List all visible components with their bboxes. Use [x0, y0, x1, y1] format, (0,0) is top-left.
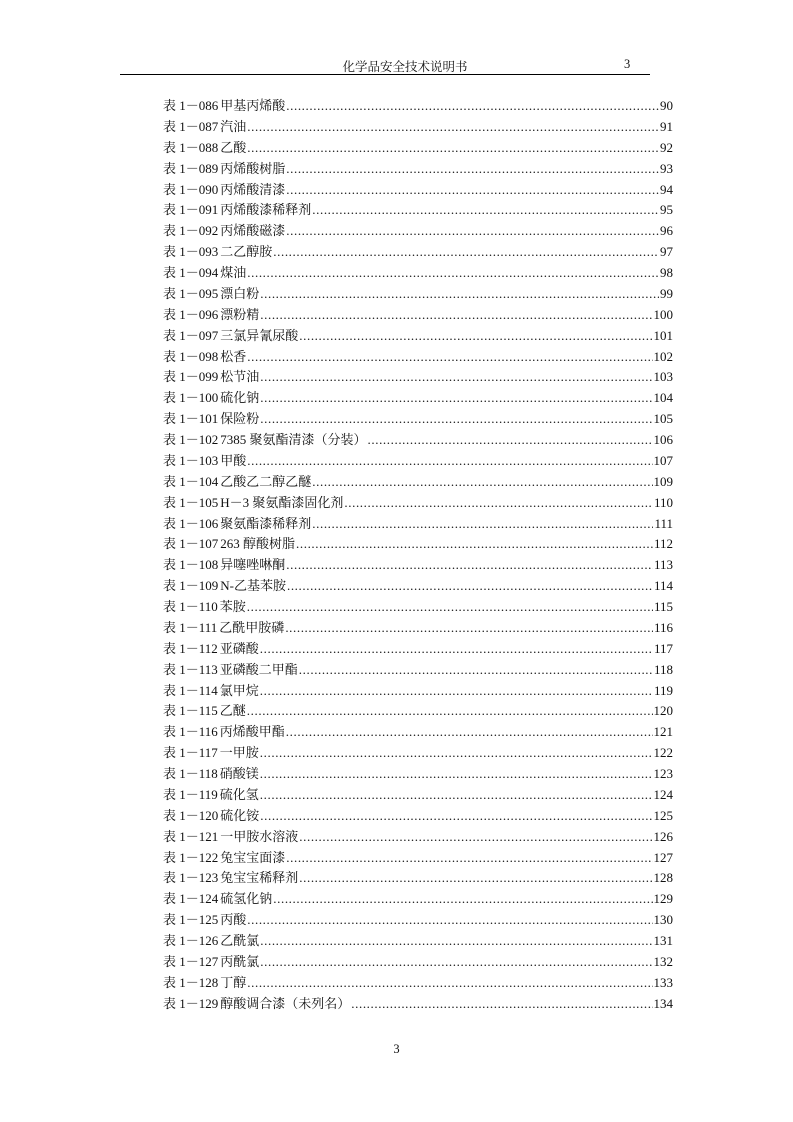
toc-dot-leader	[299, 827, 652, 848]
toc-entry-code: 表 1－090	[163, 181, 219, 197]
toc-entry-title: 一甲胺	[219, 745, 259, 761]
toc-entry-code: 表 1－127	[163, 953, 219, 969]
toc-entry-title: 三氯异氰尿酸	[220, 327, 299, 343]
toc-entry-code: 表 1－095	[163, 285, 219, 301]
toc-entry-title: 保险粉	[220, 411, 260, 427]
toc-entry-code: 表 1－108	[163, 557, 219, 573]
toc-dot-leader	[260, 764, 653, 785]
footer-page-number: 3	[393, 1042, 400, 1056]
toc-dot-leader	[286, 96, 659, 117]
toc-dot-leader	[260, 367, 652, 388]
toc-entry-code: 表 1－104	[163, 473, 219, 489]
toc-entry-page: 112	[653, 536, 673, 552]
toc-entry[interactable]	[163, 597, 673, 618]
toc-entry[interactable]	[163, 263, 673, 284]
toc-entry-title: 硫氢化钠	[220, 891, 273, 907]
toc-entry-code: 表 1－102	[163, 432, 219, 447]
toc-entry[interactable]	[163, 514, 673, 535]
toc-entry-page: 104	[653, 390, 673, 406]
toc-entry-page: 110	[653, 494, 673, 510]
toc-dot-leader	[247, 263, 659, 284]
toc-entry-title: 兔宝宝稀释剂	[220, 870, 299, 886]
toc-dot-leader	[286, 722, 653, 743]
toc-entry[interactable]	[163, 952, 673, 973]
toc-entry[interactable]	[163, 451, 673, 472]
toc-entry-code: 表 1－106	[163, 515, 219, 531]
toc-entry[interactable]	[163, 868, 673, 889]
toc-entry-page: 128	[653, 870, 673, 886]
toc-dot-leader	[286, 180, 659, 201]
toc-entry-title: 亚磷酸	[219, 640, 259, 656]
toc-entry-page: 133	[653, 974, 673, 990]
toc-entry[interactable]	[163, 576, 673, 597]
toc-entry-title: 亚磷酸二甲酯	[219, 661, 298, 677]
toc-entry-page: 99	[660, 285, 673, 301]
toc-entry-page: 115	[653, 599, 673, 614]
toc-dot-leader	[247, 701, 653, 722]
toc-dot-leader	[260, 409, 652, 430]
toc-entry-title: 丙烯酸树脂	[220, 160, 286, 176]
toc-entry-page: 117	[653, 640, 673, 656]
toc-entry-title: 263 醇酸树脂	[220, 536, 296, 552]
toc-entry-code: 表 1－099	[163, 369, 219, 385]
toc-entry[interactable]	[163, 430, 673, 451]
toc-entry[interactable]	[163, 117, 673, 138]
toc-entry-page: 103	[653, 369, 673, 385]
toc-entry[interactable]	[163, 701, 673, 722]
toc-entry[interactable]	[163, 284, 673, 305]
toc-entry-code: 表 1－117	[163, 745, 218, 761]
toc-entry[interactable]	[163, 848, 673, 869]
toc-dot-leader	[260, 639, 653, 660]
toc-entry-title: 松节油	[220, 369, 260, 385]
toc-entry-code: 表 1－087	[163, 118, 219, 134]
toc-entry[interactable]	[163, 555, 673, 576]
toc-entry-title: 丙烯酸磁漆	[220, 223, 286, 239]
toc-entry-page: 126	[653, 828, 673, 844]
toc-entry-code: 表 1－089	[163, 160, 219, 176]
toc-entry-page: 107	[653, 452, 673, 468]
toc-entry-code: 表 1－098	[163, 348, 219, 364]
toc-dot-leader	[247, 597, 653, 618]
toc-dot-leader	[273, 889, 652, 910]
toc-entry-page: 106	[653, 432, 673, 447]
toc-entry-title: 醇酸调合漆（未列名）	[220, 995, 351, 1011]
toc-entry-page: 95	[660, 202, 673, 218]
toc-entry-title: 煤油	[220, 265, 247, 280]
toc-entry-page: 131	[653, 933, 673, 948]
toc-entry-title: 聚氨酯漆稀释剂	[220, 515, 312, 531]
toc-entry-code: 表 1－113	[163, 661, 218, 677]
toc-entry-code: 表 1－112	[163, 640, 218, 656]
toc-entry[interactable]	[163, 180, 673, 201]
toc-entry-code: 表 1－110	[163, 599, 218, 614]
toc-entry[interactable]	[163, 326, 673, 347]
toc-entry-code: 表 1－118	[163, 766, 218, 781]
toc-dot-leader	[247, 910, 652, 931]
toc-entry[interactable]	[163, 764, 673, 785]
toc-dot-leader	[351, 994, 652, 1015]
toc-entry-page: 125	[653, 807, 673, 823]
toc-entry-title: 丙酸	[220, 912, 247, 928]
toc-dot-leader	[286, 221, 659, 242]
toc-entry-page: 109	[653, 473, 673, 489]
toc-entry-title: 乙酸乙二醇乙醚	[220, 473, 312, 489]
toc-dot-leader	[260, 681, 653, 702]
toc-entry-title: 7385 聚氨酯清漆（分装）	[220, 432, 367, 447]
toc-dot-leader	[247, 451, 652, 472]
toc-entry[interactable]	[163, 889, 673, 910]
toc-dot-leader	[260, 806, 652, 827]
toc-entry-title: 硝酸镁	[219, 766, 259, 781]
toc-dot-leader	[299, 660, 653, 681]
toc-dot-leader	[247, 117, 659, 138]
toc-entry-page: 119	[653, 682, 673, 698]
toc-dot-leader	[312, 200, 659, 221]
toc-entry-title: 丙酰氯	[220, 953, 260, 969]
header-title: 化学品安全技术说明书	[342, 60, 468, 74]
toc-entry[interactable]	[163, 910, 673, 931]
toc-entry[interactable]	[163, 743, 673, 764]
toc-entry-page: 102	[653, 348, 673, 364]
toc-entry-title: 乙醚	[219, 703, 246, 719]
toc-entry[interactable]	[163, 973, 673, 994]
toc-entry-code: 表 1－105	[163, 494, 219, 510]
toc-entry[interactable]	[163, 138, 673, 159]
toc-dot-leader	[312, 472, 652, 493]
toc-entry-page: 91	[660, 118, 673, 134]
toc-entry-page: 120	[653, 703, 673, 719]
toc-entry-page: 132	[653, 953, 673, 969]
toc-entry[interactable]	[163, 931, 673, 952]
toc-entry[interactable]	[163, 618, 673, 639]
toc-entry[interactable]	[163, 806, 673, 827]
toc-entry[interactable]	[163, 96, 673, 117]
toc-entry-code: 表 1－116	[163, 724, 218, 740]
toc-entry-page: 92	[660, 139, 673, 155]
toc-entry-title: 硫化氢	[219, 786, 259, 802]
toc-entry-code: 表 1－093	[163, 244, 219, 260]
toc-entry-page: 111	[654, 515, 673, 531]
toc-entry[interactable]	[163, 681, 673, 702]
header-page-number: 3	[624, 57, 631, 71]
toc-dot-leader	[260, 743, 653, 764]
toc-entry-title: 甲基丙烯酸	[220, 98, 286, 113]
toc-entry-title: 丙烯酸甲酯	[219, 724, 285, 740]
toc-entry-page: 124	[653, 786, 673, 802]
toc-entry[interactable]	[163, 221, 673, 242]
toc-entry-code: 表 1－114	[163, 682, 218, 698]
toc-entry-title: 兔宝宝面漆	[220, 849, 286, 865]
toc-dot-leader	[296, 534, 653, 555]
toc-entry-page: 98	[660, 265, 673, 280]
toc-entry-page: 114	[653, 578, 673, 594]
toc-entry-page: 123	[653, 766, 673, 781]
toc-entry-page: 100	[653, 306, 673, 322]
toc-entry-title: 一甲胺水溶液	[220, 828, 299, 844]
toc-entry-title: 漂粉精	[220, 306, 260, 322]
toc-dot-leader	[260, 952, 652, 973]
toc-dot-leader	[287, 576, 653, 597]
toc-dot-leader	[273, 242, 659, 263]
toc-entry-code: 表 1－111	[163, 619, 218, 635]
toc-entry[interactable]	[163, 660, 673, 681]
toc-entry-title: N-乙基苯胺	[220, 578, 286, 594]
toc-entry-code: 表 1－101	[163, 411, 219, 427]
toc-entry[interactable]	[163, 534, 673, 555]
toc-entry-page: 122	[653, 745, 673, 761]
toc-entry-code: 表 1－128	[163, 974, 219, 990]
toc-dot-leader	[260, 785, 653, 806]
toc-dot-leader	[247, 973, 652, 994]
toc-entry-page: 130	[653, 912, 673, 928]
toc-dot-leader	[286, 555, 653, 576]
toc-entry-page: 127	[653, 849, 673, 865]
toc-entry[interactable]	[163, 785, 673, 806]
toc-entry-page: 116	[653, 619, 673, 635]
toc-entry-page: 94	[660, 181, 673, 197]
toc-entry-page: 93	[660, 160, 673, 176]
toc-entry-title: 乙酰甲胺磷	[219, 619, 285, 635]
toc-dot-leader	[344, 493, 653, 514]
toc-entry-code: 表 1－092	[163, 223, 219, 239]
toc-entry-code: 表 1－096	[163, 306, 219, 322]
toc-entry-code: 表 1－119	[163, 786, 218, 802]
toc-entry-code: 表 1－126	[163, 933, 219, 948]
toc-entry-title: 二乙醇胺	[220, 244, 273, 260]
toc-dot-leader	[247, 138, 659, 159]
toc-entry-title: 乙酸	[220, 139, 247, 155]
toc-entry-code: 表 1－086	[163, 98, 219, 113]
toc-entry-title: 汽油	[220, 118, 247, 134]
toc-dot-leader	[260, 305, 652, 326]
toc-entry-code: 表 1－123	[163, 870, 219, 886]
toc-dot-leader	[286, 159, 659, 180]
toc-entry-code: 表 1－094	[163, 265, 219, 280]
toc-entry-code: 表 1－103	[163, 452, 219, 468]
toc-dot-leader	[260, 931, 652, 952]
header-rule	[120, 74, 650, 75]
toc-entry[interactable]	[163, 305, 673, 326]
toc-entry-title: 漂白粉	[220, 285, 260, 301]
toc-entry-title: 松香	[220, 348, 247, 364]
toc-dot-leader	[260, 388, 652, 409]
table-of-contents	[163, 96, 673, 1015]
toc-entry-title: 硫化钠	[220, 390, 260, 406]
toc-entry-page: 97	[660, 244, 673, 260]
toc-entry-code: 表 1－115	[163, 703, 218, 719]
toc-entry-page: 134	[653, 995, 673, 1011]
toc-entry-page: 101	[653, 327, 673, 343]
toc-entry-title: 氯甲烷	[219, 682, 259, 698]
toc-dot-leader	[260, 284, 659, 305]
toc-entry[interactable]	[163, 472, 673, 493]
toc-entry-code: 表 1－109	[163, 578, 219, 594]
toc-entry[interactable]	[163, 639, 673, 660]
toc-entry[interactable]	[163, 994, 673, 1015]
toc-entry-page: 105	[653, 411, 673, 427]
toc-dot-leader	[285, 618, 653, 639]
toc-dot-leader	[299, 868, 652, 889]
toc-entry-code: 表 1－088	[163, 139, 219, 155]
toc-dot-leader	[286, 848, 652, 869]
toc-dot-leader	[368, 430, 653, 451]
toc-entry[interactable]	[163, 722, 673, 743]
toc-entry[interactable]	[163, 388, 673, 409]
toc-dot-leader	[299, 326, 652, 347]
toc-entry-page: 113	[653, 557, 673, 573]
toc-entry[interactable]	[163, 242, 673, 263]
toc-dot-leader	[247, 347, 652, 368]
toc-entry-title: 乙酰氯	[220, 933, 260, 948]
toc-entry-page: 90	[660, 98, 673, 113]
toc-entry-page: 96	[660, 223, 673, 239]
toc-entry[interactable]	[163, 827, 673, 848]
toc-entry-code: 表 1－097	[163, 327, 219, 343]
toc-entry-title: 异噻唑啉酮	[220, 557, 286, 573]
toc-entry-code: 表 1－100	[163, 390, 219, 406]
toc-entry-code: 表 1－121	[163, 828, 219, 844]
toc-dot-leader	[312, 514, 653, 535]
toc-entry-title: H－3 聚氨酯漆固化剂	[220, 494, 344, 510]
toc-entry[interactable]	[163, 200, 673, 221]
toc-entry-title: 硫化铵	[220, 807, 260, 823]
toc-entry[interactable]	[163, 493, 673, 514]
toc-entry-code: 表 1－122	[163, 849, 219, 865]
toc-entry-title: 甲酸	[220, 452, 247, 468]
toc-entry-title: 苯胺	[219, 599, 246, 614]
toc-entry-code: 表 1－107	[163, 536, 219, 552]
toc-entry-code: 表 1－120	[163, 807, 219, 823]
toc-entry-title: 丙烯酸清漆	[220, 181, 286, 197]
toc-entry-title: 丁醇	[220, 974, 247, 990]
toc-entry[interactable]	[163, 347, 673, 368]
toc-entry[interactable]	[163, 367, 673, 388]
toc-entry[interactable]	[163, 159, 673, 180]
toc-entry-code: 表 1－091	[163, 202, 219, 218]
toc-entry-page: 118	[653, 661, 673, 677]
toc-entry-code: 表 1－129	[163, 995, 219, 1011]
toc-entry-page: 121	[653, 724, 673, 740]
toc-entry[interactable]	[163, 409, 673, 430]
toc-entry-title: 丙烯酸漆稀释剂	[220, 202, 312, 218]
toc-entry-page: 129	[653, 891, 673, 907]
toc-entry-code: 表 1－125	[163, 912, 219, 928]
toc-entry-code: 表 1－124	[163, 891, 219, 907]
